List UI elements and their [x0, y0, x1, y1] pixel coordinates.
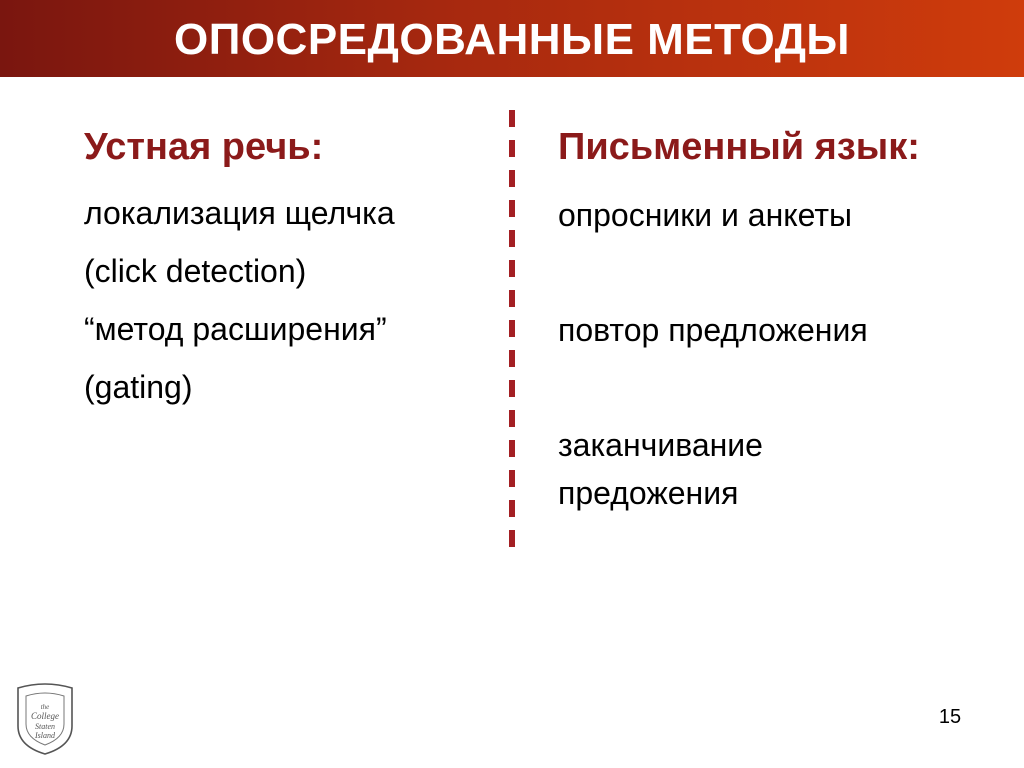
page-number: 15: [938, 706, 962, 728]
svg-text:the: the: [40, 703, 50, 711]
svg-text:Island: Island: [35, 731, 55, 740]
right-item-completion-line1: заканчивание: [558, 427, 763, 463]
right-item-sentence-repetition: повтор предложения: [558, 312, 868, 348]
left-item-extension-method: “метод расширения”: [84, 311, 387, 347]
svg-text:College: College: [31, 711, 59, 721]
left-column-heading: Устная речь:: [84, 126, 324, 168]
column-divider: [509, 110, 515, 550]
right-column-heading: Письменный язык:: [558, 126, 920, 168]
slide-title: ОПОСРЕДОВАННЫЕ МЕТОДЫ: [173, 15, 851, 64]
left-item-click-detection: (click detection): [84, 253, 307, 289]
svg-text:Staten: Staten: [35, 722, 55, 731]
left-item-gating: (gating): [84, 369, 193, 405]
right-item-questionnaires: опросники и анкеты: [558, 197, 853, 233]
right-item-completion-line2: предожения: [558, 475, 739, 511]
left-item-click-localization: локализация щелчка: [84, 195, 395, 231]
college-seal-icon: [14, 682, 76, 756]
